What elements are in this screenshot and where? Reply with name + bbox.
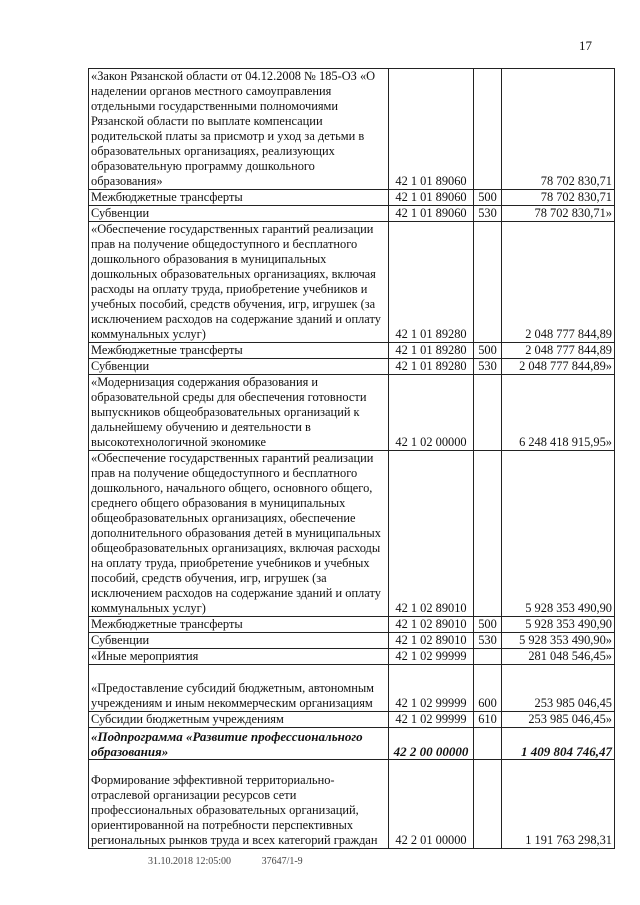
row-name: «Модернизация содержания образования и образовательной среды для обеспечения готовности выпускников общеобразовательных организаций к дальнейшему обучению и деятельности в высокотехнологичной экономике [89,375,389,451]
row-code: 42 1 02 89010 [389,451,474,617]
row-expense-type [474,649,502,665]
table-row [89,649,615,665]
row-code: 42 1 01 89280 [389,359,474,375]
table-row [89,206,615,222]
row-name: Межбюджетные трансферты [89,617,389,633]
table-row [89,728,615,760]
row-sum: 2 048 777 844,89 [502,343,615,359]
row-code: 42 1 01 89060 [389,190,474,206]
footer-doc-id: 37647/1-9 [261,856,303,867]
row-expense-type [474,451,502,617]
table-row [89,190,615,206]
row-sum: 1 191 763 298,31 [502,760,615,849]
row-name: Субвенции [89,206,389,222]
row-expense-type: 500 [474,617,502,633]
row-code: 42 1 01 89060 [389,69,474,190]
row-sum: 5 928 353 490,90 [502,617,615,633]
row-sum: 78 702 830,71 [502,190,615,206]
row-name: Субвенции [89,359,389,375]
row-code: 42 2 01 00000 [389,760,474,849]
row-expense-type: 500 [474,343,502,359]
table-row [89,343,615,359]
row-sum: 5 928 353 490,90» [502,633,615,649]
table-row [89,617,615,633]
footer-stamp [148,856,331,867]
table-row [89,760,615,849]
row-expense-type: 530 [474,633,502,649]
row-expense-type: 610 [474,712,502,728]
row-code: 42 1 02 99999 [389,649,474,665]
row-name: Субсидии бюджетным учреждениям [89,712,389,728]
table-row [89,665,615,712]
row-name: «Обеспечение государственных гарантий реализации прав на получение общедоступного и бесплатного дошкольного образования в муниципальных дошкольных образовательных организациях, включая расходы на оплату труда, приобретение учебников и учебных пособий, средств обучения, игр, игрушек (за исключением расходов на содержание зданий и оплату коммунальных услуг) [89,222,389,343]
row-code: 42 1 02 99999 [389,665,474,712]
row-expense-type [474,69,502,190]
row-name: «Подпрограмма «Развитие профессионального образования» [89,728,389,760]
row-name: «Обеспечение государственных гарантий реализации прав на получение общедоступного и бесплатного дошкольного, начального общего, основного общего, среднего общего образования в муниципальных общеобразовательных организациях, обеспечение дополнительного образования детей в муниципальных общеобразовательных организациях, включая расходы на оплату труда, приобретение учебников и учебных пособий, средств обучения, игр, игрушек (за исключением расходов на содержание зданий и оплату коммунальных услуг) [89,451,389,617]
row-sum: 1 409 804 746,47 [502,728,615,760]
table-row [89,633,615,649]
row-sum: 253 985 046,45» [502,712,615,728]
row-name: Межбюджетные трансферты [89,343,389,359]
budget-table [88,68,615,849]
row-sum: 78 702 830,71» [502,206,615,222]
page-number: 17 [579,38,592,53]
row-code: 42 1 01 89060 [389,206,474,222]
table-row [89,359,615,375]
table-row [89,712,615,728]
row-expense-type [474,222,502,343]
table-row [89,375,615,451]
row-expense-type: 600 [474,665,502,712]
row-name: «Иные мероприятия [89,649,389,665]
row-expense-type [474,760,502,849]
row-sum: 281 048 546,45» [502,649,615,665]
table-row [89,451,615,617]
row-name: Межбюджетные трансферты [89,190,389,206]
row-code: 42 1 02 89010 [389,633,474,649]
row-expense-type: 530 [474,206,502,222]
row-code: 42 1 01 89280 [389,222,474,343]
row-name: Формирование эффективной территориально-отраслевой организации ресурсов сети профессиональных образовательных организаций, ориентированной на потребности перспективных региональных рынков труда и всех категорий граждан [89,760,389,849]
row-code: 42 1 02 99999 [389,712,474,728]
row-expense-type: 500 [474,190,502,206]
row-expense-type [474,728,502,760]
row-sum: 253 985 046,45 [502,665,615,712]
table-row [89,222,615,343]
row-sum: 6 248 418 915,95» [502,375,615,451]
row-expense-type [474,375,502,451]
row-sum: 5 928 353 490,90 [502,451,615,617]
row-code: 42 1 02 89010 [389,617,474,633]
row-code: 42 2 00 00000 [389,728,474,760]
footer-timestamp: 31.10.2018 12:05:00 [148,856,232,867]
row-name: Субвенции [89,633,389,649]
row-sum: 78 702 830,71 [502,69,615,190]
row-sum: 2 048 777 844,89» [502,359,615,375]
row-name: «Предоставление субсидий бюджетным, автономным учреждениям и иным некоммерческим организациям [89,665,389,712]
row-code: 42 1 02 00000 [389,375,474,451]
row-code: 42 1 01 89280 [389,343,474,359]
row-expense-type: 530 [474,359,502,375]
row-sum: 2 048 777 844,89 [502,222,615,343]
row-name: «Закон Рязанской области от 04.12.2008 № 185-ОЗ «О наделении органов местного самоуправления отдельными государственными полномочиями Рязанской области по выплате компенсации родительской платы за присмотр и уход за детьми в образовательных организациях, реализующих образовательную программу дошкольного образования» [89,69,389,190]
table-row [89,69,615,190]
